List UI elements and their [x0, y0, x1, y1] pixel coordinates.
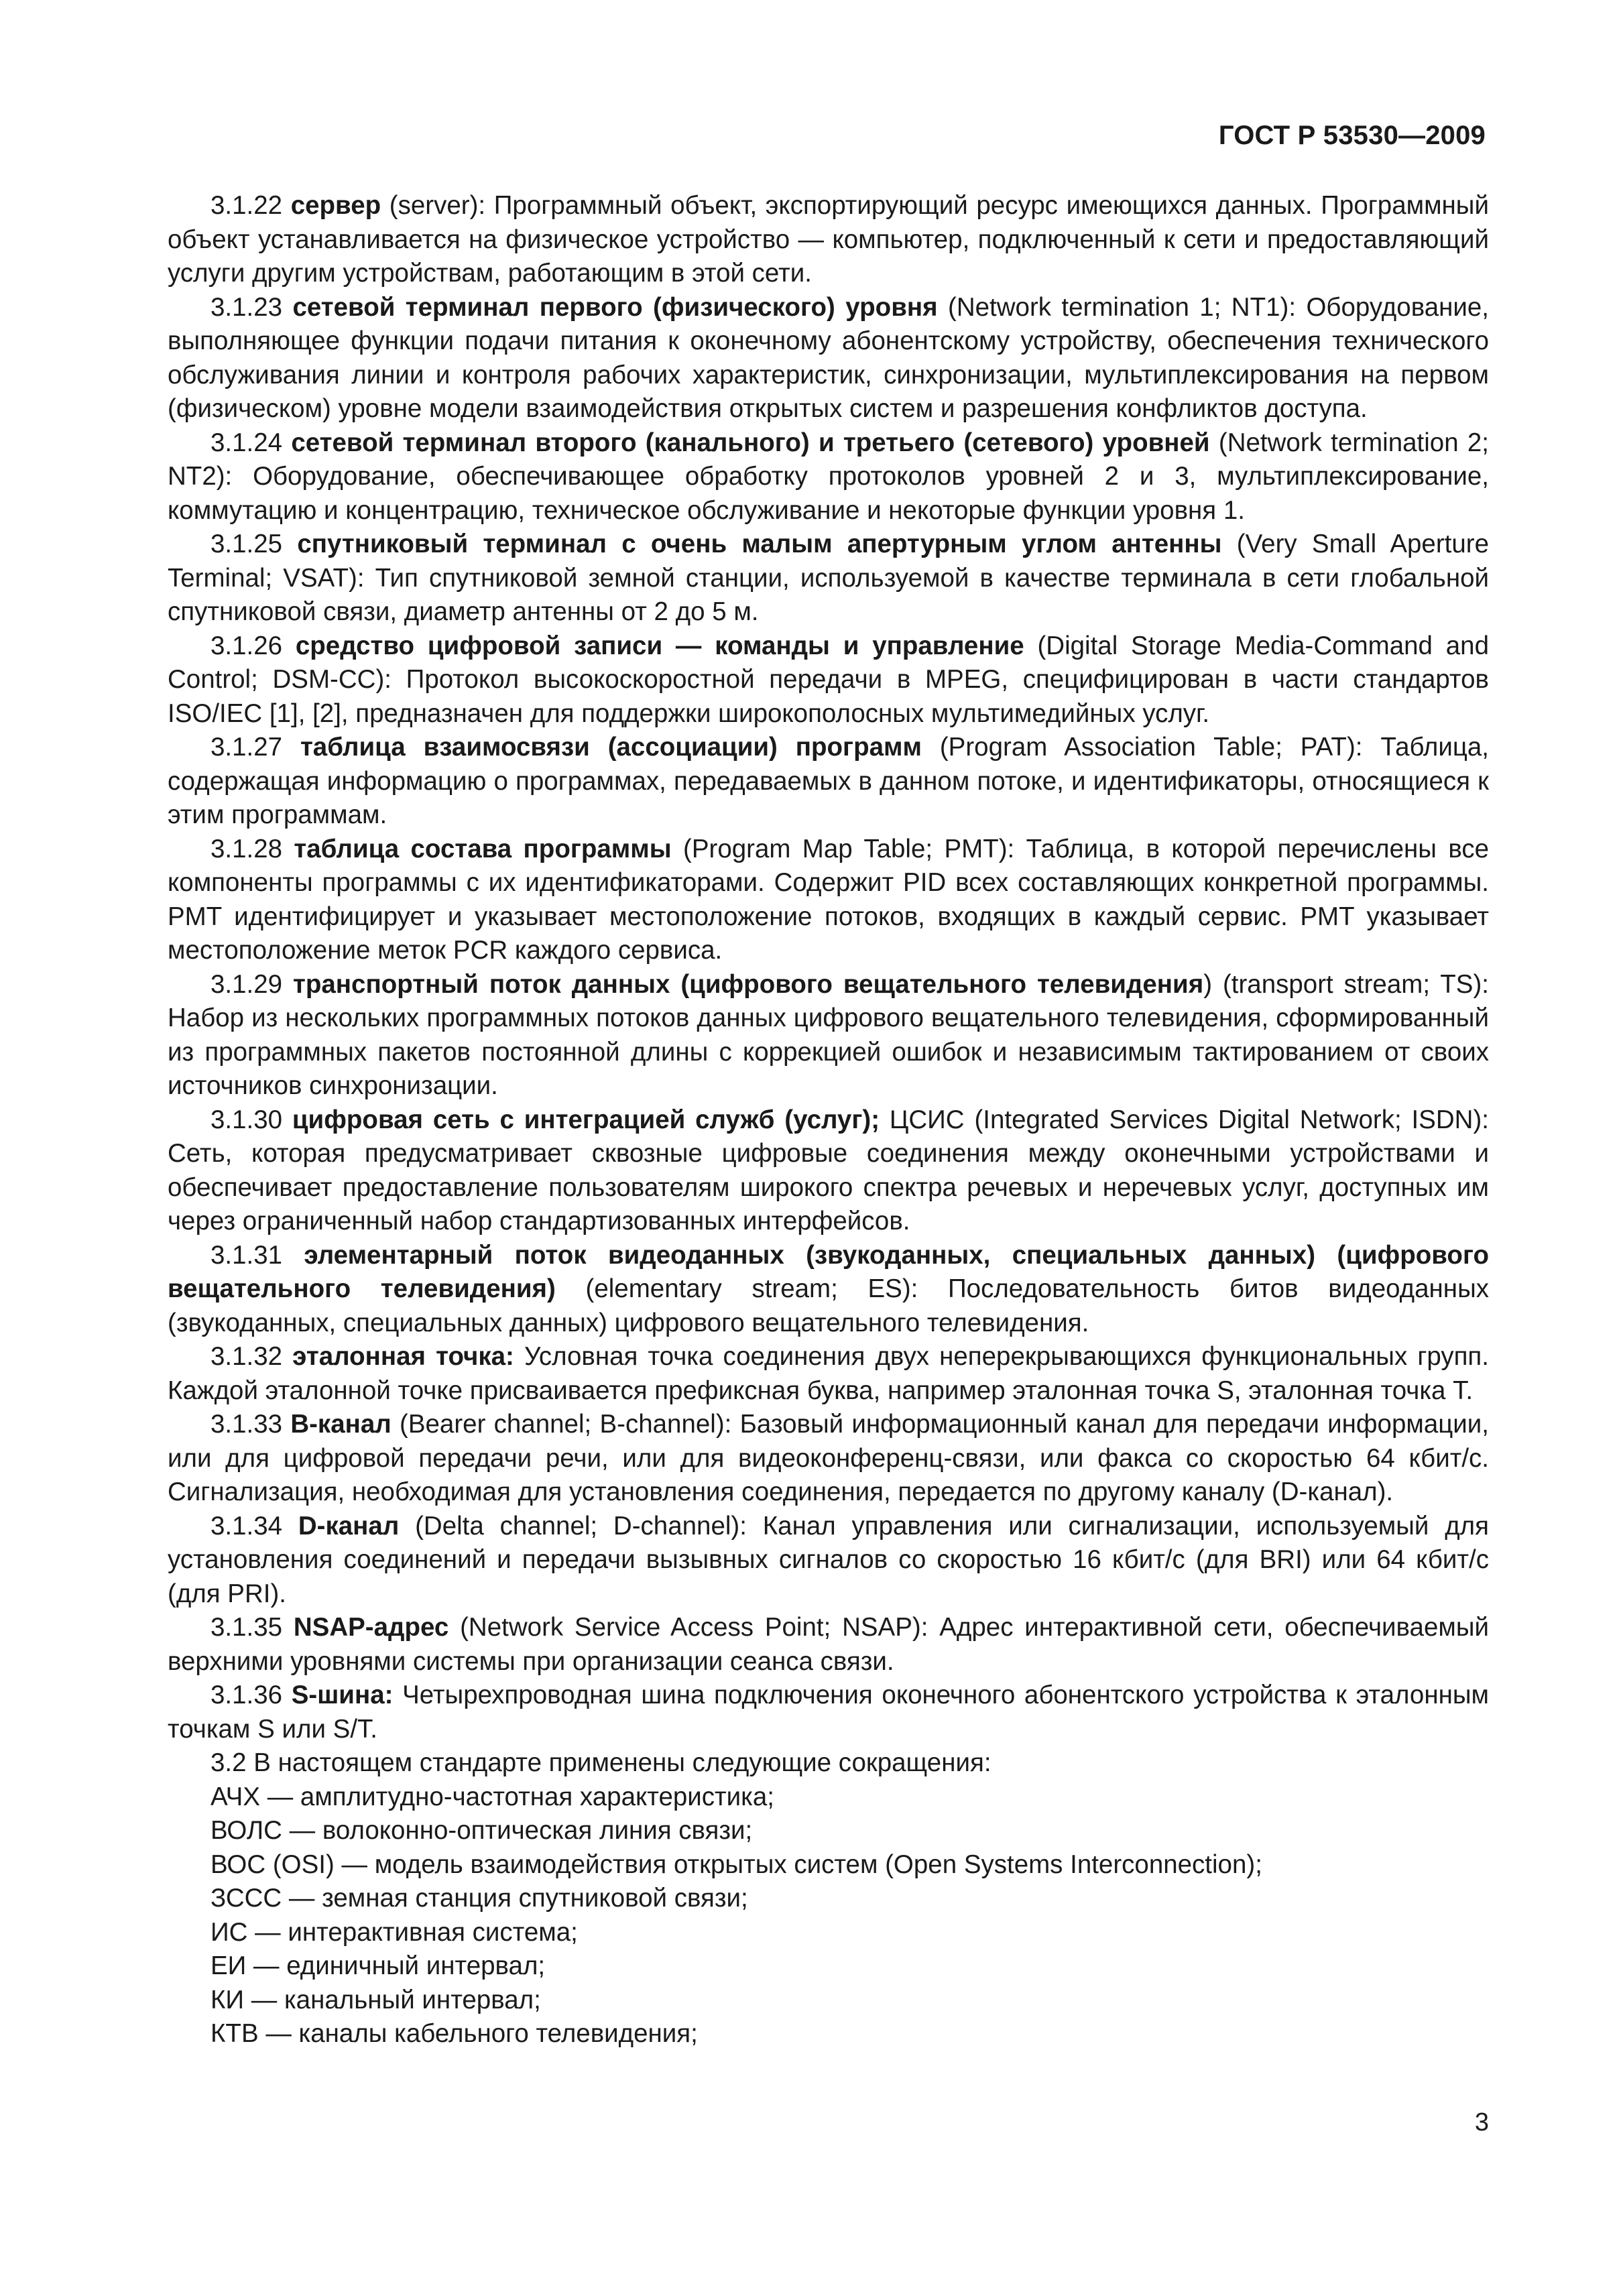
definition-number: 3.1.34	[211, 1511, 283, 1540]
definition-number: 3.1.27	[211, 733, 283, 762]
definition-text: (Program Association Table; PAT): Таблица, содержащая информацию о программах, передаваемых в данном потоке, и идентификаторы, относящиеся к этим программам.	[168, 733, 1490, 829]
definition-term: спутниковый терминал с очень малым апертурным углом антенны	[297, 530, 1222, 558]
definition-text: (Bearer channel; B-channel): Базовый информационный канал для передачи информации, или для цифровой передачи речи, или для видеоконференц-связи, или факса со скоростью 64 кбит/с. Сигнализация, необходимая для установления соединения, передается по другому каналу (D-канал).	[168, 1410, 1489, 1506]
document-header: ГОСТ Р 53530—2009	[1218, 121, 1486, 150]
definition-term: сетевой терминал второго (канального) и третьего (сетевого) уровней	[291, 428, 1210, 457]
definitions-section	[168, 189, 1489, 1746]
definition-text: (Network Service Access Point; NSAP): Адрес интерактивной сети, обеспечиваемый верхними уровнями системы при организации сеанса связи.	[168, 1613, 1490, 1676]
abbreviation-item: КИ — канальный интервал;	[211, 1985, 541, 2014]
abbreviation-item: КТВ — каналы кабельного телевидения;	[211, 2019, 698, 2048]
definition-term: элементарный поток видеоданных (звукоданных, специальных данных) (цифрового вещательного телевидения)	[168, 1240, 1489, 1303]
definition-text: (server): Программный объект, экспортирующий ресурс имеющихся данных. Программный объект устанавливается на физическое устройство — компьютер, подключенный к сети и предоставляющий услуги другим устройствам, работающим в этой сети.	[168, 191, 1489, 288]
definition-paragraph	[168, 189, 1489, 291]
definition-term: таблица состава программы	[294, 834, 672, 863]
definition-term: B-канал	[290, 1410, 392, 1439]
definition-number: 3.1.36	[211, 1681, 283, 1709]
definition-text: (Very Small Aperture Terminal; VSAT): Тип спутниковой земной станции, используемой в качестве терминала в сети глобальной спутниковой связи, диаметр антенны от 2 до 5 м.	[168, 530, 1489, 626]
definition-text: Условная точка соединения двух неперекрывающихся функциональных групп. Каждой эталонной точке присваивается префиксная буква, например эталонная точка S, эталонная точка T.	[168, 1342, 1489, 1405]
document-body	[168, 189, 1489, 2051]
definition-paragraph	[168, 426, 1489, 528]
definition-text: (Delta channel; D-channel): Канал управления или сигнализации, используемый для установления соединений и передачи вызывных сигналов со скоростью 16 кбит/с (для BRI) или 64 кбит/с (для PRI).	[168, 1511, 1489, 1608]
definition-text: (Network termination 2; NT2): Оборудование, обеспечивающее обработку протоколов уровней 2 и 3, мультиплексирование, коммутацию и концентрацию, техническое обслуживание и некоторые функции уровня 1.	[168, 428, 1490, 525]
definition-term: сервер	[290, 191, 381, 220]
definition-text: (Network termination 1; NT1): Оборудование, выполняющее функции подачи питания к оконечному абонентскому устройству, обеспечения технического обслуживания линии и контроля рабочих характеристик, синхронизации, мультиплексирования на первом (физическом) уровне модели взаимодействия открытых систем и разрешения конфликтов доступа.	[168, 292, 1489, 423]
definition-number: 3.1.23	[211, 292, 283, 322]
definition-paragraph	[168, 1103, 1489, 1239]
definition-number: 3.1.28	[211, 834, 283, 863]
definition-term: таблица взаимосвязи (ассоциации) программ	[300, 733, 922, 762]
definition-term: цифровая сеть с интеграцией служб (услуг);	[292, 1105, 880, 1134]
definition-number: 3.1.25	[211, 530, 283, 558]
abbreviation-item: ЗССС — земная станция спутниковой связи;	[211, 1884, 748, 1913]
definition-term: S-шина:	[291, 1681, 394, 1709]
page-number: 3	[1474, 2108, 1489, 2136]
definition-paragraph	[168, 968, 1489, 1103]
definition-number: 3.1.29	[211, 969, 283, 999]
definition-paragraph	[168, 1239, 1489, 1341]
definition-number: 3.1.33	[211, 1410, 283, 1439]
abbreviation-item: ВОЛС — волоконно-оптическая линия связи;	[211, 1816, 753, 1845]
definition-number: 3.1.30	[211, 1105, 283, 1134]
definition-text: (Digital Storage Media-Command and Control; DSM-CC): Протокол высокоскоростной передачи в MPEG, специфицирован в части стандартов ISO/IEC [1], [2], предназначен для поддержки широкополосных мультимедийных услуг.	[168, 631, 1490, 728]
definition-paragraph	[168, 528, 1489, 629]
abbreviation-item: ВОС (OSI) — модель взаимодействия открытых систем (Open Systems Interconnection);	[211, 1850, 1262, 1879]
definition-paragraph	[168, 291, 1489, 426]
definition-paragraph	[168, 1340, 1489, 1408]
definition-term: эталонная точка:	[292, 1342, 514, 1371]
definition-text: ЦСИС (Integrated Services Digital Network; ISDN): Сеть, которая предусматривает сквозные цифровые соединения между оконечными устройствами и обеспечивает предоставление пользователям широкого спектра речевых и неречевых услуг, доступных им через ограниченный набор стандартизованных интерфейсов.	[168, 1105, 1489, 1235]
definition-term: NSAP-адрес	[293, 1613, 449, 1642]
definition-text: (Program Map Table; PMT): Таблица, в которой перечислены все компоненты программы с их идентификаторами. Содержит PID всех составляющих конкретной программы. PMT идентифицирует и указывает местоположение потоков, входящих в каждый сервис. PMT указывает местоположение меток PCR каждого сервиса.	[168, 834, 1489, 965]
abbreviation-item: ИС — интерактивная система;	[211, 1917, 578, 1947]
definition-paragraph	[168, 629, 1489, 731]
definition-paragraph	[168, 1611, 1489, 1679]
abbreviation-item: ЕИ — единичный интервал;	[211, 1951, 546, 1980]
definition-number: 3.1.35	[211, 1613, 283, 1642]
definition-paragraph	[168, 833, 1489, 968]
definition-term: средство цифровой записи — команды и управление	[295, 631, 1024, 660]
definition-number: 3.1.24	[211, 428, 283, 457]
definition-paragraph	[168, 1408, 1489, 1510]
definition-text: (elementary stream; ES): Последовательность битов видеоданных (звукоданных, специальных данных) цифрового вещательного телевидения.	[168, 1274, 1489, 1337]
definition-term: D-канал	[298, 1511, 400, 1540]
definition-text: Четырехпроводная шина подключения оконечного абонентского устройства к эталонным точкам S или S/T.	[168, 1681, 1489, 1744]
definition-term: транспортный поток данных (цифрового вещательного телевидения	[293, 969, 1204, 999]
abbreviations-list	[168, 1780, 1489, 2051]
definition-text: ) (transport stream; TS): Набор из нескольких программных потоков данных цифрового вещательного телевидения, сформированный из программных пакетов постоянной длины с коррекцией ошибок и независимым тактированием от своих источников синхронизации.	[168, 969, 1489, 1100]
definition-number: 3.1.26	[211, 631, 283, 660]
definition-term: сетевой терминал первого (физического) уровня	[292, 292, 938, 322]
definition-number: 3.1.31	[211, 1240, 283, 1270]
abbreviation-item: АЧХ — амплитудно-частотная характеристика;	[211, 1782, 774, 1811]
definition-paragraph	[168, 1679, 1489, 1746]
definition-paragraph	[168, 1510, 1489, 1612]
abbreviations-intro: 3.2 В настоящем стандарте применены следующие сокращения:	[211, 1748, 991, 1777]
definition-number: 3.1.22	[211, 191, 283, 220]
definition-paragraph	[168, 731, 1489, 833]
definition-number: 3.1.32	[211, 1342, 283, 1371]
